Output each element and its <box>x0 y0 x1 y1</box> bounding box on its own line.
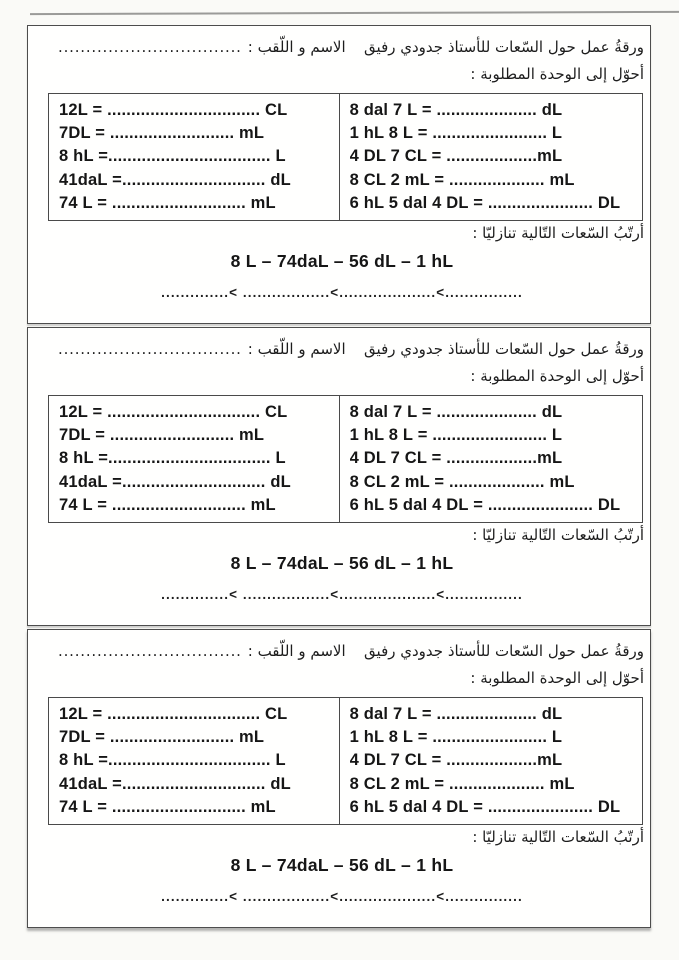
worksheet-section-2 <box>27 327 651 626</box>
conversion-exercise: 12L = ................................ CL <box>59 403 288 421</box>
scan-artifact-line <box>30 11 679 15</box>
conversion-exercise: 7DL = .......................... mL <box>59 124 265 143</box>
conversion-exercise: 4 DL 7 CL = ...................mL <box>349 147 563 166</box>
name-surname-field <box>58 340 346 358</box>
name-surname-field <box>58 642 346 660</box>
name-surname-label: الاسم و اللّقب : <box>247 642 346 660</box>
conversion-column-right <box>340 94 642 220</box>
conversion-exercise: 1 hL 8 L = ........................ L <box>349 124 563 143</box>
capacities-sequence: 8 L – 74daL – 56 dL – 1 hL <box>230 251 454 272</box>
section-header <box>40 642 644 660</box>
conversion-exercise: 8 hL =.................................. L <box>59 147 286 166</box>
convert-instruction: أحوّل إلى الوحدة المطلوبة : <box>470 65 644 83</box>
conversion-column-right <box>340 698 642 824</box>
conversion-exercise: 41daL =.............................. dL <box>59 170 291 189</box>
name-surname-blank: ................................. <box>58 38 242 56</box>
order-instruction: أرتّبُ السّعات التّالية تنازليّا : <box>472 224 644 243</box>
conversion-table <box>48 395 643 523</box>
conversion-exercise: 12L = ................................ CL <box>59 705 288 723</box>
conversion-exercise: 6 hL 5 dal 4 DL = ...................... DL <box>349 797 621 816</box>
name-surname-label: الاسم و اللّقب : <box>247 340 346 358</box>
conversion-exercise: 8 CL 2 mL = .................... mL <box>349 170 575 189</box>
conversion-exercise: 7DL = .......................... mL <box>59 728 265 747</box>
order-instruction: أرتّبُ السّعات التّالية تنازليّا : <box>472 526 644 545</box>
conversion-exercise: 8 hL =.................................. L <box>59 449 286 468</box>
conversion-exercise: 41daL =.............................. dL <box>59 472 291 491</box>
convert-instruction: أحوّل إلى الوحدة المطلوبة : <box>470 367 644 385</box>
worksheet-title: ورقةُ عمل حول السّعات للأستاذ جدودي رفيق <box>364 38 644 56</box>
ordering-answer-blank: ..............< ..................<....................<................ <box>161 587 523 603</box>
name-surname-blank: ................................. <box>58 340 242 358</box>
convert-instruction: أحوّل إلى الوحدة المطلوبة : <box>470 669 644 687</box>
conversion-exercise: 6 hL 5 dal 4 DL = ...................... DL <box>349 495 621 514</box>
conversion-table <box>48 93 643 221</box>
worksheet-title: ورقةُ عمل حول السّعات للأستاذ جدودي رفيق <box>364 340 644 358</box>
conversion-exercise: 8 CL 2 mL = .................... mL <box>349 472 575 491</box>
conversion-exercise: 8 dal 7 L = ..................... dL <box>349 101 563 119</box>
conversion-exercise: 74 L = ............................ mL <box>59 495 276 514</box>
conversion-exercise: 4 DL 7 CL = ...................mL <box>349 449 563 468</box>
conversion-exercise: 12L = ................................ CL <box>59 101 288 119</box>
conversion-exercise: 7DL = .......................... mL <box>59 426 265 445</box>
worksheet-title: ورقةُ عمل حول السّعات للأستاذ جدودي رفيق <box>364 642 644 660</box>
conversion-table <box>48 697 643 825</box>
ordering-answer-blank: ..............< ..................<....................<................ <box>161 285 523 301</box>
section-header <box>40 340 644 358</box>
conversion-column-left <box>49 698 340 824</box>
section-header <box>40 38 644 56</box>
conversion-exercise: 8 dal 7 L = ..................... dL <box>349 705 563 723</box>
conversion-exercise: 74 L = ............................ mL <box>59 193 276 212</box>
conversion-exercise: 74 L = ............................ mL <box>59 797 276 816</box>
conversion-exercise: 8 CL 2 mL = .................... mL <box>349 774 575 793</box>
conversion-exercise: 1 hL 8 L = ........................ L <box>349 426 563 445</box>
name-surname-field <box>58 38 346 56</box>
order-instruction: أرتّبُ السّعات التّالية تنازليّا : <box>472 828 644 847</box>
conversion-column-left <box>49 94 340 220</box>
capacities-sequence: 8 L – 74daL – 56 dL – 1 hL <box>230 855 454 876</box>
conversion-exercise: 8 hL =.................................. L <box>59 751 286 770</box>
conversion-exercise: 41daL =.............................. dL <box>59 774 291 793</box>
conversion-exercise: 6 hL 5 dal 4 DL = ...................... DL <box>349 193 621 212</box>
conversion-exercise: 4 DL 7 CL = ...................mL <box>349 751 563 770</box>
capacities-sequence: 8 L – 74daL – 56 dL – 1 hL <box>230 553 454 574</box>
name-surname-blank: ................................. <box>58 642 242 660</box>
worksheet-section-1 <box>27 25 651 324</box>
conversion-column-right <box>340 396 642 522</box>
conversion-exercise: 1 hL 8 L = ........................ L <box>349 728 563 747</box>
worksheet-section-3 <box>27 629 651 928</box>
conversion-column-left <box>49 396 340 522</box>
name-surname-label: الاسم و اللّقب : <box>247 38 346 56</box>
ordering-answer-blank: ..............< ..................<....................<................ <box>161 889 523 905</box>
worksheet-copies <box>27 25 651 931</box>
conversion-exercise: 8 dal 7 L = ..................... dL <box>349 403 563 421</box>
